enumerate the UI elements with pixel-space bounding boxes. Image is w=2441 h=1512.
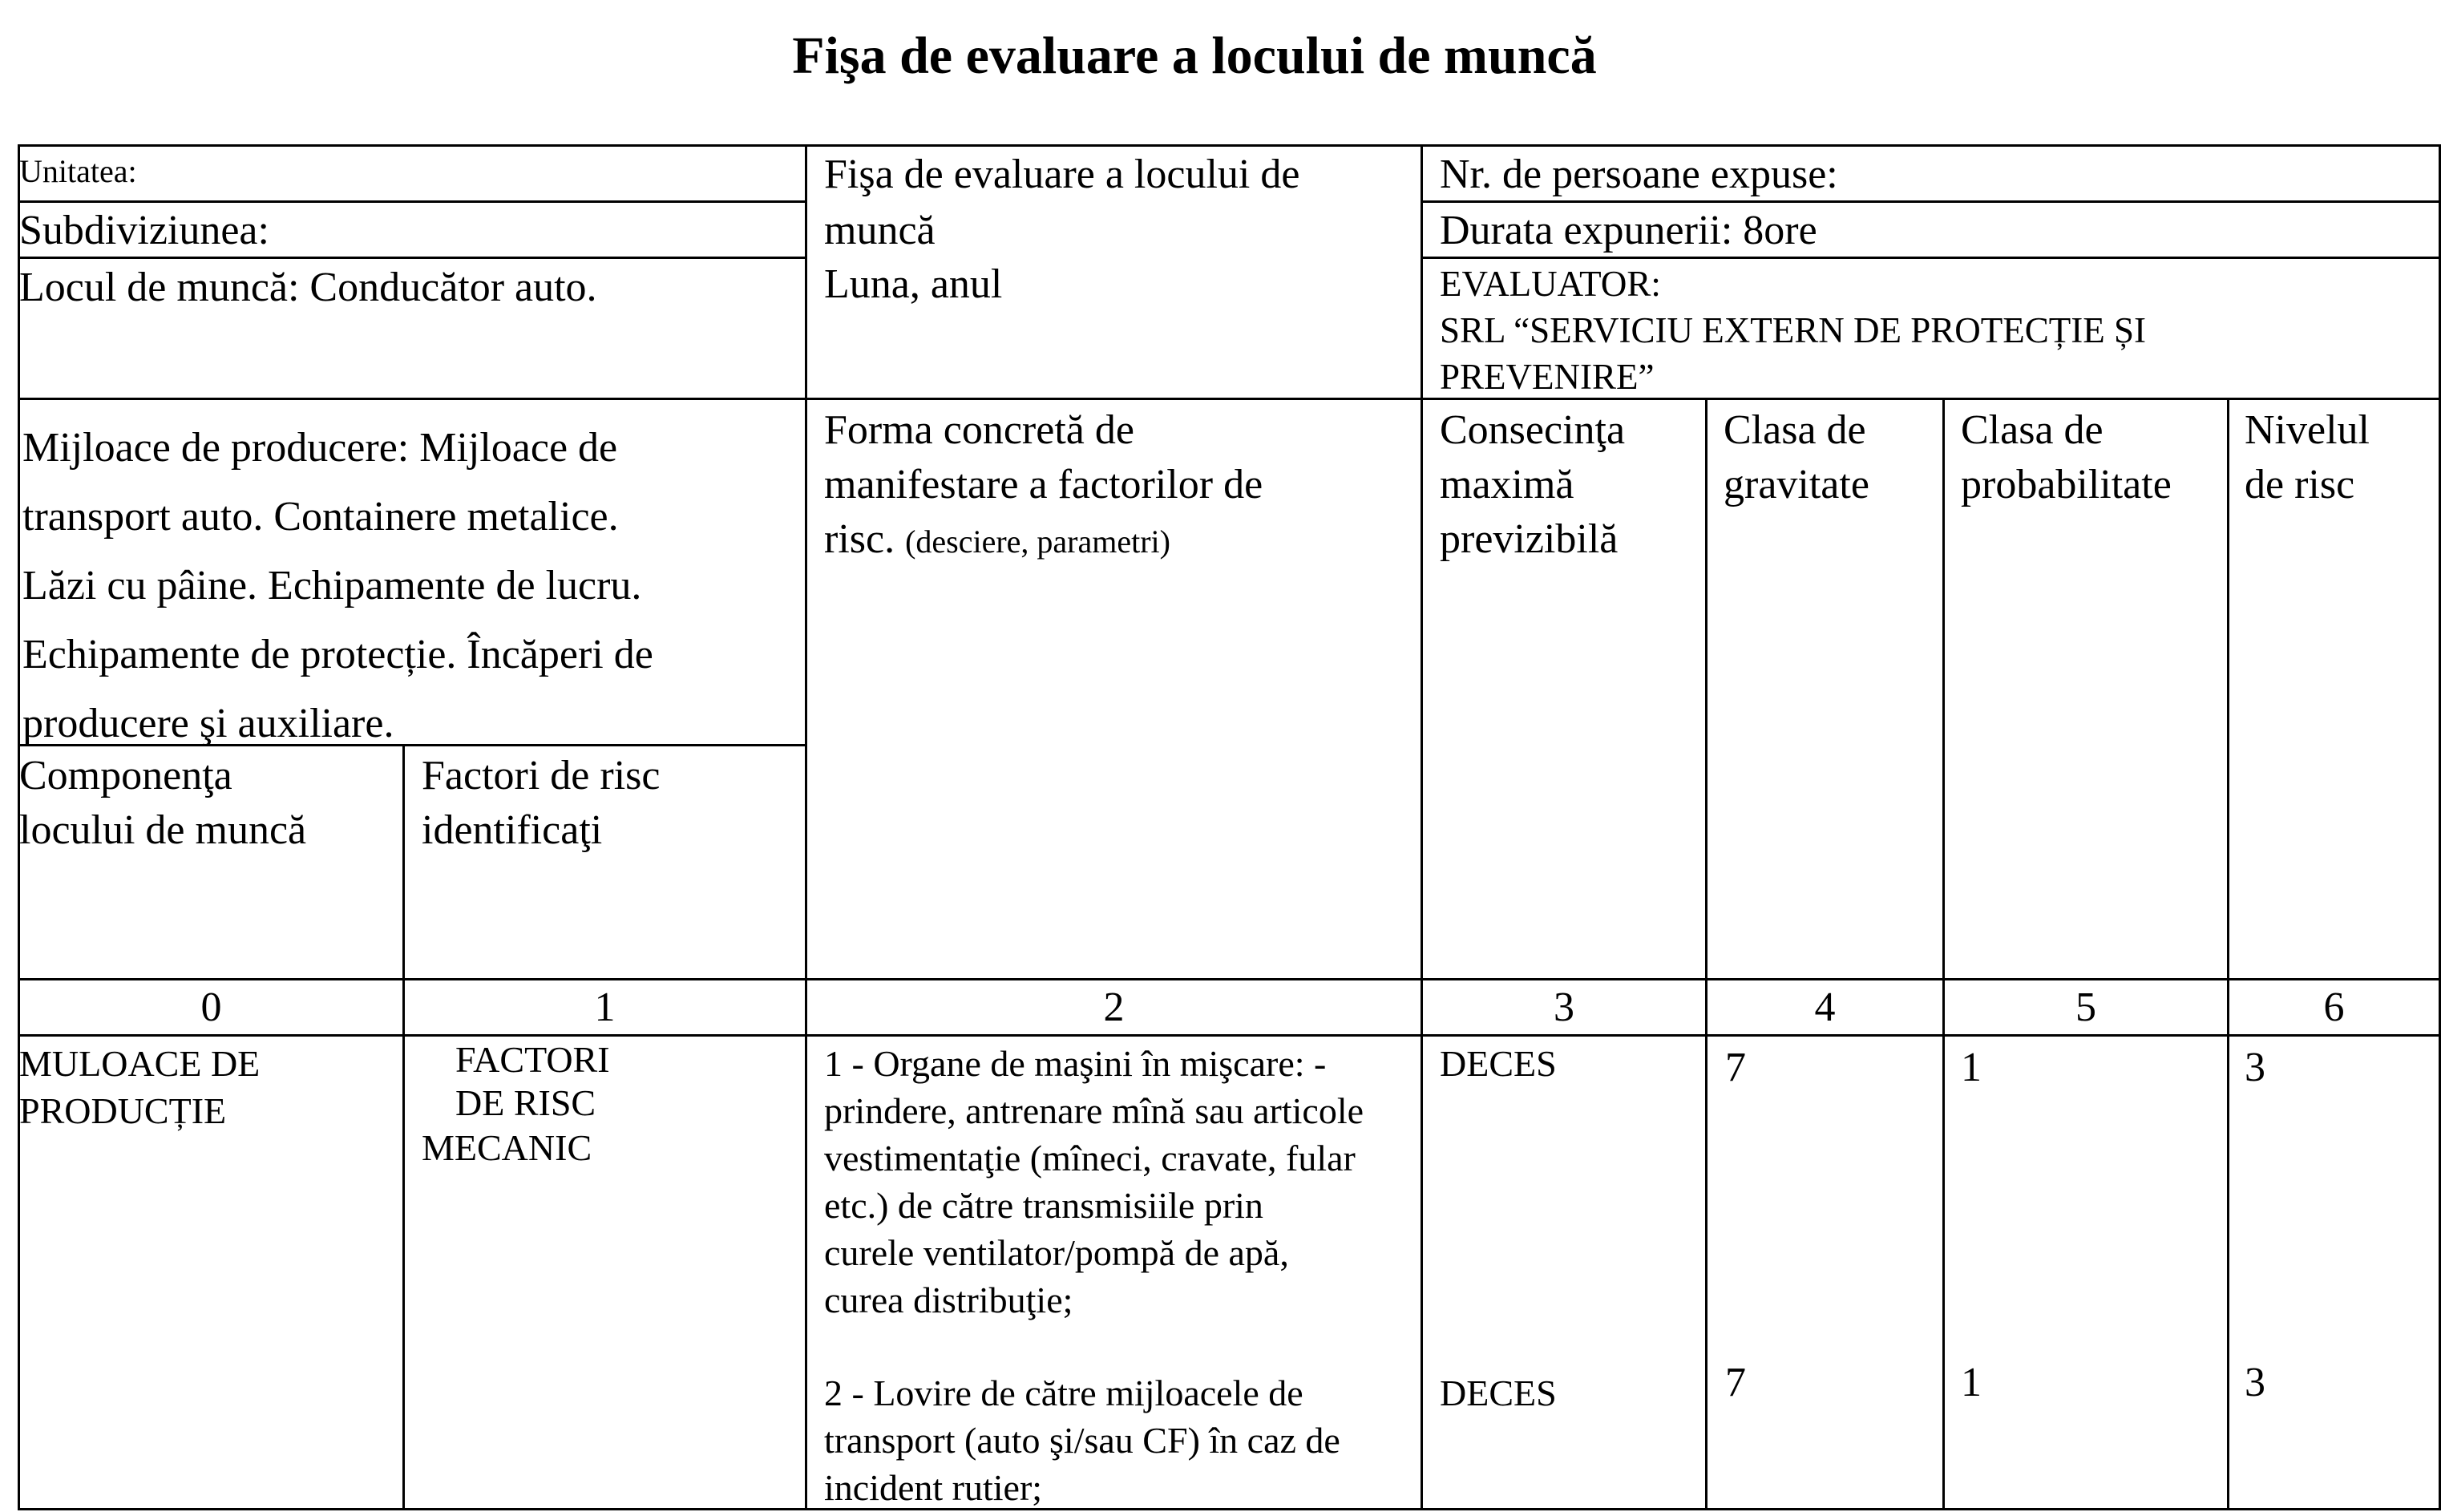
column-divider [1705,398,1707,1510]
risk-line: 2 - Lovire de către mijloacele de [824,1373,1303,1413]
nivel-value: 3 [2245,1360,2265,1405]
risk-line: prindere, antrenare mînă sau articole [824,1090,1364,1131]
forma-header-line1: Forma concretă de [824,407,1134,453]
forma-header-risc: risc. [824,516,895,562]
probabilitate-value: 1 [1961,1045,1982,1090]
factori-header-line2: identificaţi [422,807,603,853]
subdiviziunea-label: Subdiviziunea: [19,208,269,253]
column-number: 0 [200,984,222,1030]
evaluator-label: EVALUATOR: [1440,264,1661,304]
column-divider [1421,144,1423,1510]
locul-de-munca-label: Locul de muncă: Conducător auto. [19,265,597,310]
consecinta-header-line1: Consecinţa [1440,407,1626,453]
risk-line: incident rutier; [824,1467,1043,1508]
nivel-header-line1: Nivelul [2245,407,2370,453]
probabilitate-value: 1 [1961,1360,1982,1405]
risk-line: curele ventilator/pompă de apă, [824,1232,1289,1273]
luna-anul-label: Luna, anul [824,261,1003,307]
consecinta-value: DECES [1440,1043,1557,1084]
unitatea-label: Unitatea: [19,153,137,189]
gravitate-value: 7 [1725,1045,1746,1090]
risk-line: etc.) de către transmisiile prin [824,1185,1263,1226]
column-number: 4 [1814,984,1836,1030]
factor-line3: MECANIC [422,1127,592,1168]
nivel-header-line2: de risc [2245,462,2355,507]
column-number: 3 [1554,984,1574,1030]
componenta-header-line1: Componenţa [19,753,232,798]
mijloace-line: transport auto. Containere metalice. [22,494,619,540]
consecinta-value: DECES [1440,1373,1557,1413]
mijloace-line: Mijloace de producere: Mijloace de [22,425,618,471]
mijloace-line: Echipamente de protecție. Încăperi de [22,632,653,677]
risk-description [824,1040,1364,1324]
mijloace-line: Lăzi cu pâine. Echipamente de lucru. [22,563,642,608]
column-divider [1942,398,1945,1510]
forma-header-line3 [824,511,1170,570]
column-number: 2 [1103,984,1125,1030]
column-number: 5 [2075,984,2096,1030]
gravitate-header-line2: gravitate [1724,462,1869,507]
factor-line1: FACTORI [455,1039,610,1080]
gravitate-value: 7 [1725,1360,1746,1405]
table-divider [18,398,2441,400]
risk-line: 1 - Organe de maşini în mişcare: - [824,1043,1327,1084]
consecinta-header-line3: previzibilă [1440,516,1619,562]
probabilitate-header-line2: probabilitate [1961,462,2172,507]
durata-expunerii-label: Durata expunerii: 8ore [1440,208,1817,253]
consecinta-header-line2: maximă [1440,462,1574,507]
component-line1: MULOACE DE [19,1043,261,1084]
nr-persoane-label: Nr. de persoane expuse: [1440,152,1838,197]
fisa-label-line2: muncă [824,208,936,253]
gravitate-header-line1: Clasa de [1724,407,1866,453]
forma-header-note: (desciere, parametri) [905,524,1170,560]
mijloace-line: producere şi auxiliare. [22,701,394,746]
factor-line2: DE RISC [455,1082,596,1123]
risk-line: curea distribuţie; [824,1280,1073,1320]
component-line2: PRODUCȚIE [19,1090,227,1131]
probabilitate-header-line1: Clasa de [1961,407,2104,453]
column-divider [402,744,405,1510]
risk-line: vestimentaţie (mîneci, cravate, fular [824,1138,1356,1178]
evaluator-name-line1: SRL “SERVICIU EXTERN DE PROTECȚIE ȘI [1440,310,2146,350]
fisa-label-line1: Fişa de evaluare a locului de [824,152,1300,197]
factori-header-line1: Factori de risc [422,753,661,798]
column-number: 6 [2323,984,2345,1030]
mijloace-de-producere [22,414,653,758]
column-divider [2227,398,2229,1510]
forma-header-line2: manifestare a factorilor de [824,462,1263,507]
evaluator-name-line2: PREVENIRE” [1440,357,1655,397]
document-title: Fişa de evaluare a locului de muncă [792,26,1597,85]
column-divider [805,144,807,1510]
column-number: 1 [594,984,616,1030]
risk-line: transport (auto şi/sau CF) în caz de [824,1420,1340,1461]
risk-description [824,1369,1340,1511]
nivel-value: 3 [2245,1045,2265,1090]
componenta-header-line2: locului de muncă [19,807,307,853]
